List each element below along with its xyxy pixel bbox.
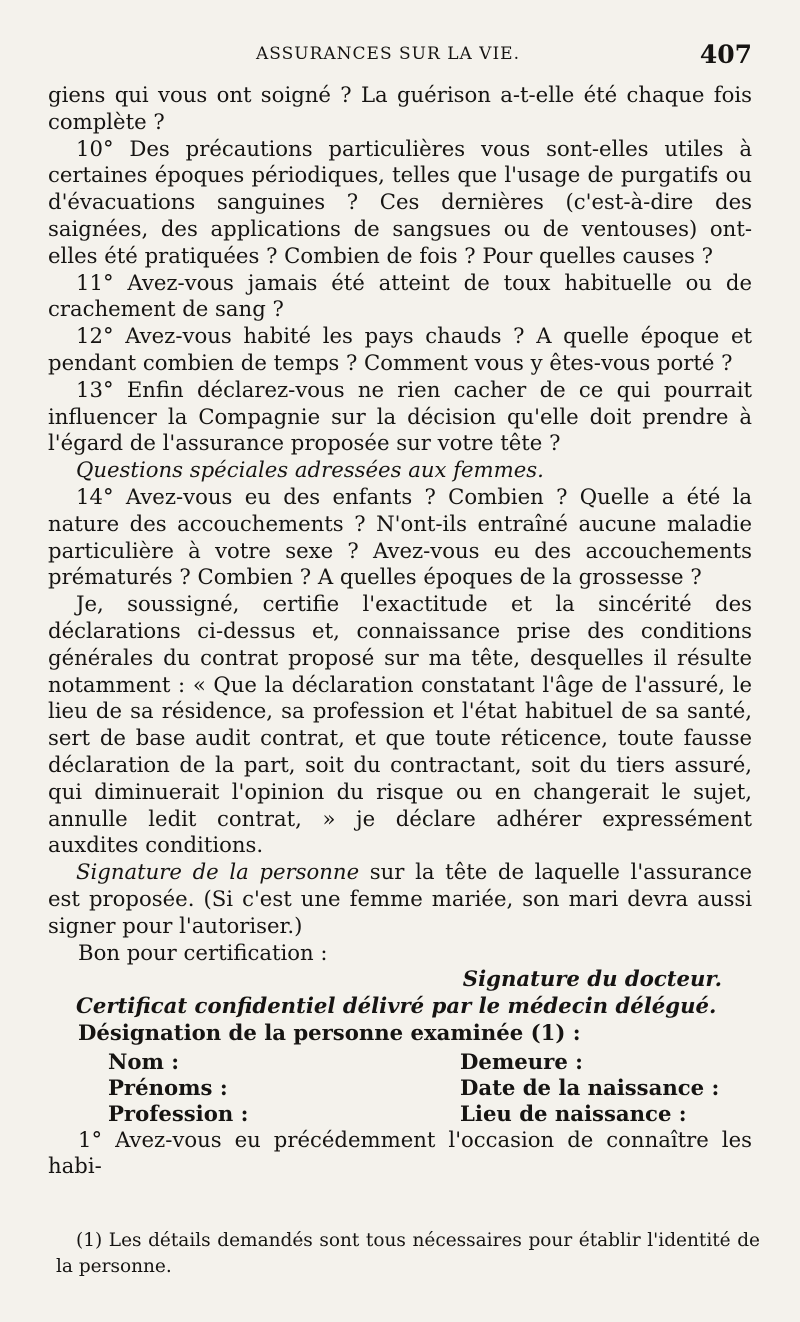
question-1: 1° Avez-vous eu précédemment l'occasion de connaître les habi- (48, 1126, 752, 1179)
field-lieu-naissance: Lieu de naissance : (460, 1100, 687, 1126)
footnote (56, 1228, 760, 1280)
field-prenoms: Prénoms : (108, 1074, 228, 1100)
question-11: 11° Avez-vous jamais été atteint de toux habituelle ou de crachement de sang ? (48, 269, 752, 322)
field-demeure: Demeure : (460, 1048, 583, 1074)
certification-paragraph: Je, soussigné, certifie l'exactitude et la sincérité des déclarations ci-dessus et, connaissance prise des conditions générales du contrat proposé sur ma tête, desquelles il résulte notamment : « Que la déclaration constatant l'âge de l'assuré, le lieu de sa résidence, sa profession et l'état habituel de sa santé, sert de base audit contrat, et que toute réticence, toute fausse déclaration de la part, soit du contractant, soit du tiers assuré, qui diminuerait l'opinion du risque ou en changerait le sujet, annulle ledit contrat, » je déclare adhérer expressément auxdites conditions. (48, 591, 752, 858)
question-10: 10° Des précautions particulières vous sont-elles utiles à certaines époques périodiques, telles que l'usage de purgatifs ou d'évacuations sanguines ? Ces dernières (c'est-à-dire des saignées, des applications de sangsues ou de ventouses) ont-elles été pratiquées ? Combien de fois ? Pour quelles causes ? (48, 135, 752, 268)
women-questions-heading: Questions spéciales adressées aux femmes. (76, 457, 544, 483)
doctor-signature: Signature du docteur. (462, 966, 722, 992)
field-date-naissance: Date de la naissance : (460, 1074, 720, 1100)
identity-fields (108, 1049, 752, 1127)
field-profession: Profession : (108, 1100, 249, 1126)
body-text (48, 82, 752, 1180)
question-12: 12° Avez-vous habité les pays chauds ? A quelle époque et pendant combien de temps ? Comment vous y êtes-vous porté ? (48, 323, 752, 375)
question-14: 14° Avez-vous eu des enfants ? Combien ? Quelle a été la nature des accouchements ? N'ont-ils entraîné aucune maladie particulière à votre sexe ? Avez-vous eu des accouchements prématurés ? Combien ? A quelles époques de la grossesse ? (48, 483, 752, 590)
running-title: ASSURANCES SUR LA VIE. (256, 44, 520, 64)
paragraph-continuation: giens qui vous ont soigné ? La guérison a-t-elle été chaque fois complète ? (48, 82, 752, 134)
field-nom: Nom : (108, 1048, 180, 1074)
bon-pour-certification: Bon pour certification : (78, 939, 328, 965)
certificate-heading: Certificat confidentiel délivré par le médecin délégué. (76, 993, 717, 1019)
signature-paragraph (48, 859, 752, 939)
page-number: 407 (699, 40, 752, 69)
question-13: 13° Enfin déclarez-vous ne rien cacher de ce qui pourrait influencer la Compagnie sur la décision qu'elle doit prendre à l'égard de l'assurance proposée sur votre tête ? (48, 376, 752, 456)
designation-heading: Désignation de la personne examinée (1) : (78, 1019, 581, 1045)
footnote-text: (1) Les détails demandés sont tous nécessaires pour établir l'identité de la personne. (56, 1230, 760, 1277)
signature-label: Signature de la personne (76, 859, 360, 885)
running-head (46, 40, 752, 74)
signature-text: sur la tête de laquelle l'assurance est proposée. (Si c'est une femme mariée, son mari devra aussi signer pour l'autoriser.) (48, 859, 752, 938)
